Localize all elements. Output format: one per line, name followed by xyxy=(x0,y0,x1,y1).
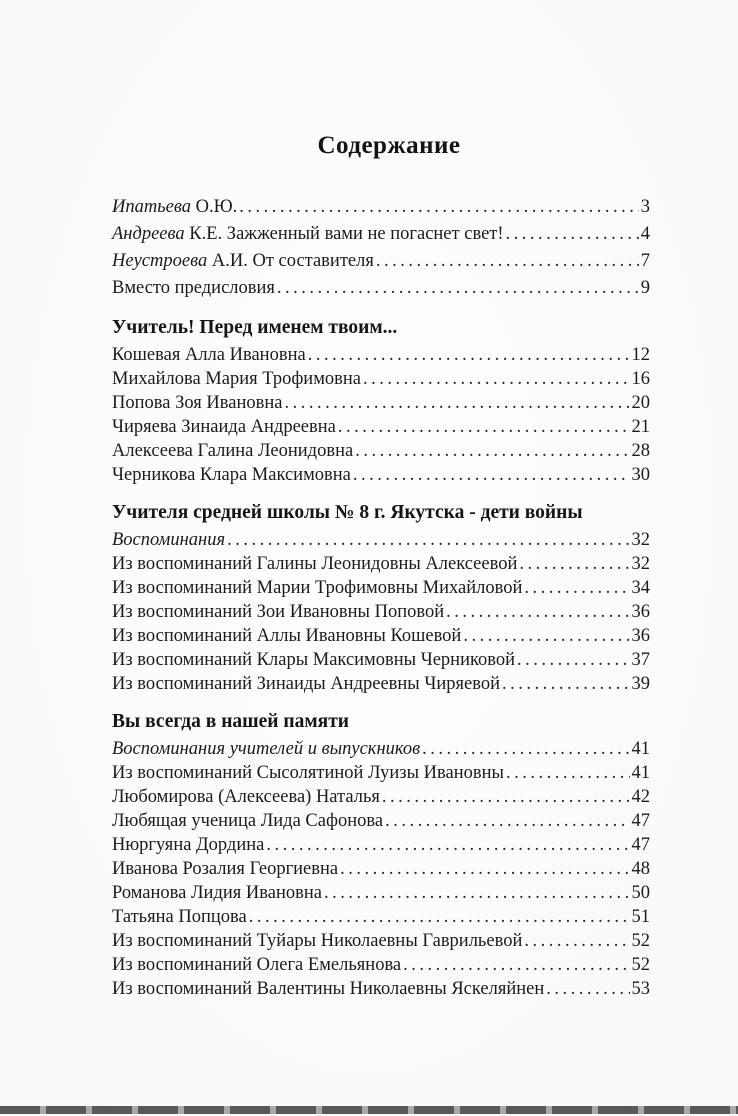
dot-leader xyxy=(403,953,629,977)
toc-entry-label xyxy=(112,367,361,391)
toc-entry-label-italic: Ипатьева xyxy=(112,197,192,217)
toc-entry-label xyxy=(112,648,515,672)
page-number: 37 xyxy=(631,650,650,670)
toc-entry-label xyxy=(112,761,504,785)
toc-entry-label xyxy=(112,463,351,487)
page-number: 48 xyxy=(631,859,650,879)
dot-leader xyxy=(308,343,630,367)
page-number: 42 xyxy=(631,787,650,807)
toc-entry xyxy=(112,624,650,648)
toc-entry xyxy=(112,391,650,415)
toc-entry xyxy=(112,809,650,833)
table-of-contents xyxy=(112,132,650,1001)
page-number: 30 xyxy=(631,465,650,485)
toc-entry xyxy=(112,221,650,248)
toc-entry-label-text: Из воспоминаний Сысолятиной Луизы Ивановны xyxy=(112,763,504,783)
toc-entry-label-italic: Воспоминания xyxy=(112,530,226,550)
toc-entry-label-text: Черникова Клара Максимовна xyxy=(112,465,351,485)
page-number: 7 xyxy=(640,251,650,271)
toc-entry xyxy=(112,977,650,1001)
toc-entry xyxy=(112,552,650,576)
toc-section xyxy=(112,710,650,1001)
dot-leader xyxy=(376,248,639,275)
dot-leader xyxy=(546,977,629,1001)
section-header: Учителя средней школы № 8 г. Якутска - дети войны xyxy=(112,502,583,523)
toc-entry xyxy=(112,833,650,857)
toc-entry-label xyxy=(112,905,247,929)
toc-entry-label xyxy=(112,576,522,600)
dot-leader xyxy=(363,367,629,391)
dot-leader xyxy=(519,552,629,576)
section-header: Вы всегда в нашей памяти xyxy=(112,711,350,732)
toc-entry-label-italic: Неустроева xyxy=(112,251,208,271)
toc-entry-label-text: Попова Зоя Ивановна xyxy=(112,393,283,413)
toc-entry xyxy=(112,275,650,302)
page-number: 4 xyxy=(640,224,650,244)
toc-entry xyxy=(112,576,650,600)
toc-entry-label-text: Татьяна Попцова xyxy=(112,907,247,927)
toc-entry xyxy=(112,367,650,391)
page-number: 36 xyxy=(631,626,650,646)
toc-entry-label-text: Любящая ученица Лида Сафонова xyxy=(112,811,384,831)
toc-entry-label xyxy=(112,194,237,221)
dot-leader xyxy=(463,624,629,648)
toc-entry xyxy=(112,648,650,672)
toc-entry-label-text: Романова Лидия Ивановна xyxy=(112,883,322,903)
toc-entry xyxy=(112,761,650,785)
toc-entry-label-italic: Андреева xyxy=(112,224,185,244)
dot-leader xyxy=(506,761,630,785)
toc-entry-label-text: Из воспоминаний Туйары Николаевны Гаврильевой xyxy=(112,931,523,951)
section-header: Учитель! Перед именем твоим... xyxy=(112,317,398,338)
toc-entry-label xyxy=(112,833,264,857)
dot-leader xyxy=(249,905,630,929)
toc-entry-label-text: Кошевая Алла Ивановна xyxy=(112,345,306,365)
toc-entry-label xyxy=(112,391,282,415)
toc-entry xyxy=(112,905,650,929)
dot-leader xyxy=(340,857,629,881)
page-number: 34 xyxy=(631,578,650,598)
page-number: 36 xyxy=(631,602,650,622)
toc-entry-label-text: К.Е. Зажженный вами не погаснет свет! xyxy=(184,224,504,244)
toc-entry-label-text: Из воспоминаний Зои Ивановны Поповой xyxy=(112,602,445,622)
page-number: 32 xyxy=(631,530,650,550)
dot-leader xyxy=(382,785,630,809)
toc-entry xyxy=(112,600,650,624)
toc-entry xyxy=(112,953,650,977)
toc-entry-label xyxy=(112,439,353,463)
toc-sections xyxy=(112,194,650,1001)
page-number: 41 xyxy=(631,739,650,759)
dot-leader xyxy=(338,415,630,439)
toc-entry-label-text: Из воспоминаний Аллы Ивановны Кошевой xyxy=(112,626,462,646)
page-number: 47 xyxy=(631,811,650,831)
page-number: 39 xyxy=(631,674,650,694)
page-number: 12 xyxy=(631,345,650,365)
page-number: 51 xyxy=(631,907,650,927)
toc-entry xyxy=(112,737,650,761)
toc-entry-label-text: Из воспоминаний Марии Трофимовны Михайловой xyxy=(112,578,523,598)
toc-entry-label-text: А.И. От составителя xyxy=(207,251,374,271)
dot-leader xyxy=(353,463,630,487)
dot-leader xyxy=(446,600,629,624)
toc-entry-label xyxy=(112,881,322,905)
toc-entry-label xyxy=(112,415,336,439)
page-number: 9 xyxy=(640,278,650,298)
toc-entry-label xyxy=(112,248,374,275)
toc-entry-label xyxy=(112,600,444,624)
toc-entry-label-text: Из воспоминаний Галины Леонидовны Алексеевой xyxy=(112,554,518,574)
toc-entry-label-text: Любомирова (Алексеева) Наталья xyxy=(112,787,380,807)
toc-entry-label xyxy=(112,785,380,809)
toc-entry-label-text: Из воспоминаний Олега Емельянова xyxy=(112,955,402,975)
toc-entry-label-text: Алексеева Галина Леонидовна xyxy=(112,441,354,461)
page-number: 52 xyxy=(631,955,650,975)
dot-leader xyxy=(524,929,629,953)
toc-entry-label xyxy=(112,672,500,696)
toc-entry-label xyxy=(112,809,383,833)
toc-section xyxy=(112,194,650,302)
dot-leader xyxy=(227,528,629,552)
page-number: 47 xyxy=(631,835,650,855)
toc-entry-label-text: Из воспоминаний Зинаиды Андреевны Чиряевой xyxy=(112,674,501,694)
toc-entry-label xyxy=(112,953,401,977)
dot-leader xyxy=(284,391,629,415)
toc-entry-label-text: Вместо предисловия xyxy=(112,278,275,298)
toc-entry-label xyxy=(112,552,517,576)
toc-entry-label xyxy=(112,221,504,248)
toc-section xyxy=(112,501,650,696)
toc-entry xyxy=(112,857,650,881)
page-number: 3 xyxy=(640,197,650,217)
dot-leader xyxy=(355,439,629,463)
toc-entry-label xyxy=(112,737,420,761)
dot-leader xyxy=(502,672,629,696)
dot-leader xyxy=(266,833,629,857)
toc-entry xyxy=(112,463,650,487)
toc-entry-label xyxy=(112,624,461,648)
page-number: 21 xyxy=(631,417,650,437)
scan-edge-artifact xyxy=(0,1106,738,1114)
toc-entry-label xyxy=(112,929,522,953)
dot-leader xyxy=(422,737,629,761)
toc-entry xyxy=(112,439,650,463)
toc-entry xyxy=(112,248,650,275)
toc-entry xyxy=(112,672,650,696)
toc-entry-label-italic: Воспоминания учителей и выпускников xyxy=(112,739,421,759)
toc-entry-label-text: О.Ю. xyxy=(191,197,238,217)
toc-entry-label-text: Из воспоминаний Валентины Николаевны Яскеляйнен xyxy=(112,979,545,999)
toc-entry-label xyxy=(112,528,225,552)
toc-entry-label xyxy=(112,977,544,1001)
page-number: 16 xyxy=(631,369,650,389)
toc-entry xyxy=(112,881,650,905)
toc-entry-label xyxy=(112,275,275,302)
page-number: 52 xyxy=(631,931,650,951)
toc-entry-label-text: Нюргуяна Дордина xyxy=(112,835,265,855)
dot-leader xyxy=(385,809,629,833)
page-title: Содержание xyxy=(317,132,461,159)
toc-entry xyxy=(112,785,650,809)
toc-entry-label-text: Иванова Розалия Георгиевна xyxy=(112,859,339,879)
page-number: 41 xyxy=(631,763,650,783)
page-number: 32 xyxy=(631,554,650,574)
toc-entry xyxy=(112,929,650,953)
toc-entry-label xyxy=(112,343,306,367)
page-number: 28 xyxy=(631,441,650,461)
dot-leader xyxy=(524,576,629,600)
toc-section xyxy=(112,316,650,487)
dot-leader xyxy=(239,194,638,221)
toc-entry xyxy=(112,528,650,552)
toc-entry-label-text: Чиряева Зинаида Андреевна xyxy=(112,417,336,437)
page-number: 53 xyxy=(631,979,650,999)
dot-leader xyxy=(517,648,629,672)
page-number: 50 xyxy=(631,883,650,903)
dot-leader xyxy=(277,275,639,302)
toc-entry-label-text: Из воспоминаний Клары Максимовны Черниковой xyxy=(112,650,516,670)
page-number: 20 xyxy=(631,393,650,413)
toc-entry-label-text: Михайлова Мария Трофимовна xyxy=(112,369,362,389)
dot-leader xyxy=(506,221,639,248)
toc-entry-label xyxy=(112,857,338,881)
toc-entry xyxy=(112,194,650,221)
toc-entry xyxy=(112,343,650,367)
dot-leader xyxy=(324,881,630,905)
toc-entry xyxy=(112,415,650,439)
